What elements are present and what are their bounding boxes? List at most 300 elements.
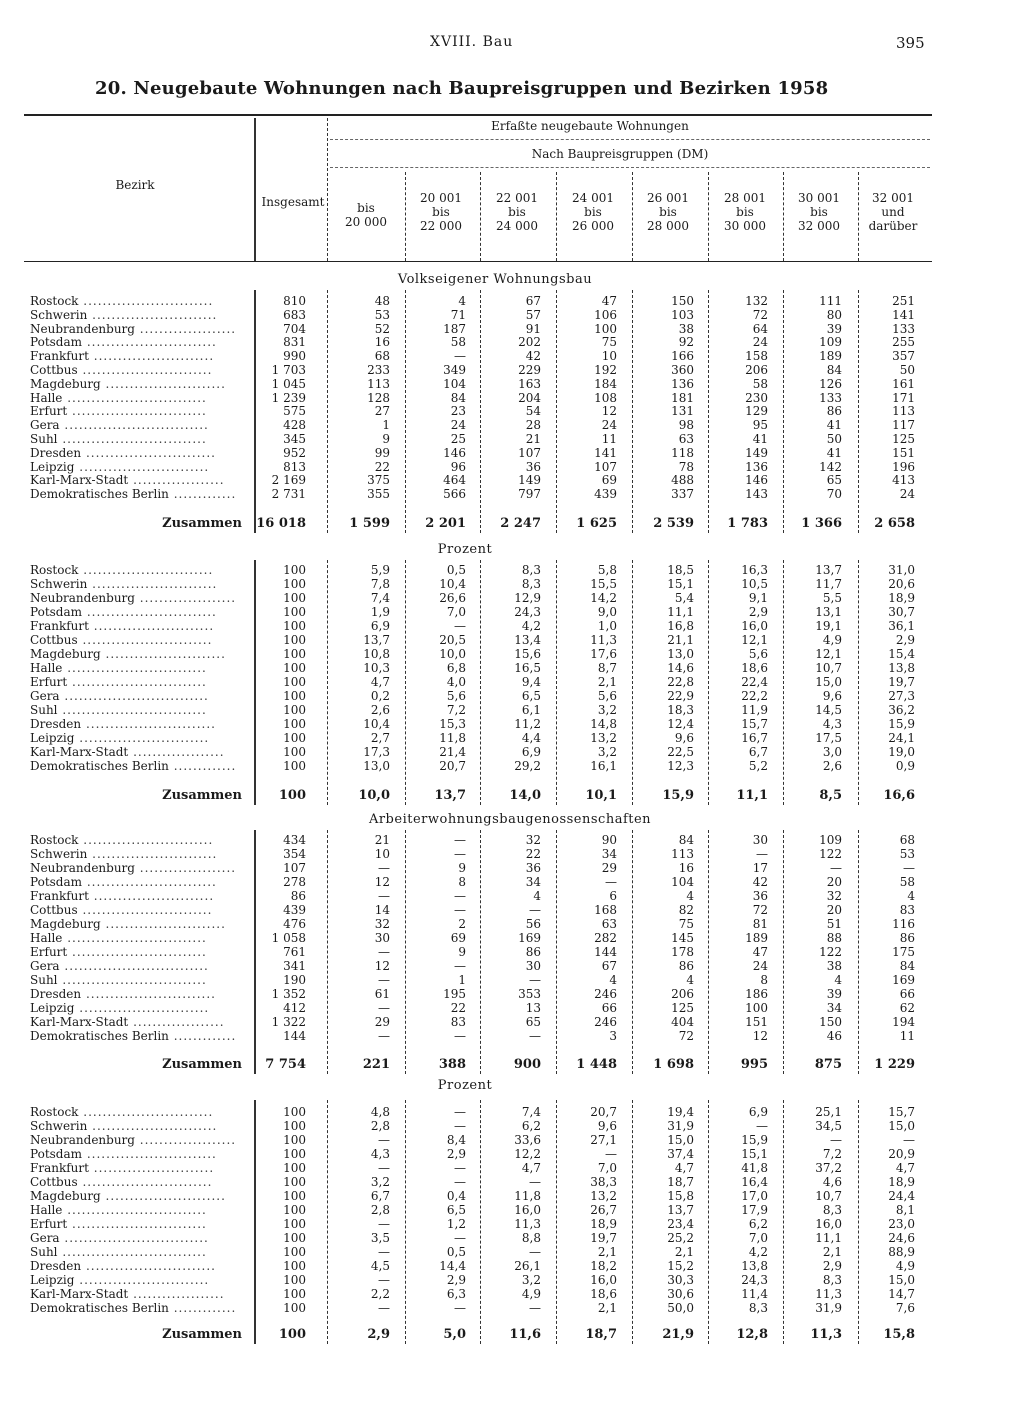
district-label: Suhl bbox=[30, 1245, 58, 1259]
leader-dots: .............................. bbox=[57, 973, 207, 987]
cell-value: 204 bbox=[518, 391, 541, 405]
cell-value: 16 bbox=[374, 335, 390, 349]
table-row bbox=[24, 404, 932, 418]
leader-dots: .................... bbox=[134, 322, 237, 336]
cell-value: 2 731 bbox=[271, 487, 306, 501]
cell-value: — bbox=[454, 1175, 466, 1189]
district-label: Neubrandenburg bbox=[30, 322, 135, 336]
cell-value: 16,8 bbox=[667, 619, 694, 633]
cell-value: 0,9 bbox=[895, 759, 915, 773]
cell-value: 16,4 bbox=[741, 1175, 768, 1189]
cell-value: 4 bbox=[533, 889, 541, 903]
leader-dots: ........................... bbox=[78, 833, 214, 847]
district-name bbox=[30, 322, 260, 336]
cell-value: 2,1 bbox=[597, 1245, 617, 1259]
cell-value: 4,3 bbox=[370, 1147, 390, 1161]
cell-value: 100 bbox=[283, 745, 306, 759]
cell-value: 166 bbox=[671, 349, 694, 363]
cell-value: 413 bbox=[892, 473, 915, 487]
cell-value: 12,3 bbox=[667, 759, 694, 773]
cell-value: 10,0 bbox=[439, 647, 466, 661]
cell-value: 11,3 bbox=[514, 1217, 541, 1231]
total-value: 1 229 bbox=[874, 1057, 915, 1072]
table-row bbox=[24, 1015, 932, 1029]
header-rule bbox=[24, 261, 932, 262]
cell-value: 71 bbox=[450, 308, 466, 322]
cell-value: 22,2 bbox=[741, 689, 768, 703]
header-separator bbox=[783, 172, 784, 261]
leader-dots: ............................. bbox=[62, 931, 207, 945]
total-value: 2 539 bbox=[653, 516, 694, 531]
cell-value: 116 bbox=[892, 917, 915, 931]
cell-value: — bbox=[378, 889, 390, 903]
cell-value: 349 bbox=[443, 363, 466, 377]
leader-dots: ........................... bbox=[77, 903, 213, 917]
district-label: Schwerin bbox=[30, 1119, 88, 1133]
leader-dots: ............. bbox=[168, 1029, 237, 1043]
cell-value: 20 bbox=[826, 903, 842, 917]
cell-value: 831 bbox=[283, 335, 306, 349]
cell-value: 100 bbox=[283, 1301, 306, 1315]
leader-dots: .............................. bbox=[57, 432, 207, 446]
table-row bbox=[24, 591, 932, 605]
cell-value: 22,5 bbox=[667, 745, 694, 759]
cell-value: 488 bbox=[671, 473, 694, 487]
cell-value: 25,1 bbox=[815, 1105, 842, 1119]
cell-value: 67 bbox=[525, 294, 541, 308]
bezirk-header: Bezirk bbox=[115, 178, 155, 192]
cell-value: 100 bbox=[283, 1119, 306, 1133]
total-value: 875 bbox=[814, 1057, 842, 1072]
cell-value: 2,1 bbox=[597, 675, 617, 689]
total-row bbox=[24, 517, 932, 531]
cell-value: 32 bbox=[525, 833, 541, 847]
leader-dots: ........................... bbox=[77, 633, 213, 647]
cell-value: 952 bbox=[283, 446, 306, 460]
cell-value: 2,2 bbox=[370, 1287, 390, 1301]
cell-value: 9 bbox=[458, 945, 466, 959]
cell-value: 8,3 bbox=[822, 1273, 842, 1287]
cell-value: 131 bbox=[671, 404, 694, 418]
cell-value: 3,2 bbox=[597, 745, 617, 759]
cell-value: 4,2 bbox=[521, 619, 541, 633]
cell-value: 16 bbox=[678, 861, 694, 875]
cell-value: 2,8 bbox=[370, 1119, 390, 1133]
cell-value: 7,6 bbox=[895, 1301, 915, 1315]
leader-dots: ............................ bbox=[67, 404, 207, 418]
cell-value: 12 bbox=[752, 1029, 768, 1043]
cell-value: 34 bbox=[525, 875, 541, 889]
cell-value: 2,6 bbox=[370, 703, 390, 717]
cell-value: 12,4 bbox=[667, 717, 694, 731]
column-header-line: 22 001 bbox=[496, 191, 538, 205]
leader-dots: ......................... bbox=[88, 1161, 215, 1175]
total-value: 16,6 bbox=[883, 788, 915, 803]
district-name bbox=[30, 1001, 260, 1015]
header-separator bbox=[480, 172, 481, 261]
table-row bbox=[24, 959, 932, 973]
cell-value: 84 bbox=[678, 833, 694, 847]
cell-value: — bbox=[830, 861, 842, 875]
cell-value: 146 bbox=[745, 473, 768, 487]
cell-value: 32 bbox=[374, 917, 390, 931]
district-name bbox=[30, 377, 260, 391]
cell-value: 86 bbox=[826, 404, 842, 418]
leader-dots: ......................... bbox=[100, 647, 226, 661]
cell-value: 129 bbox=[745, 404, 768, 418]
cell-value: 104 bbox=[443, 377, 466, 391]
column-header bbox=[481, 191, 553, 233]
district-label: Suhl bbox=[30, 432, 58, 446]
cell-value: 476 bbox=[283, 917, 306, 931]
district-label: Erfurt bbox=[30, 675, 68, 689]
cell-value: 5,6 bbox=[748, 647, 768, 661]
cell-value: 144 bbox=[283, 1029, 306, 1043]
district-name bbox=[30, 1015, 260, 1029]
district-label: Karl-Marx-Stadt bbox=[30, 473, 129, 487]
cell-value: 100 bbox=[283, 1133, 306, 1147]
total-value: 1 448 bbox=[576, 1057, 617, 1072]
column-header bbox=[405, 191, 477, 233]
cell-value: 18,7 bbox=[667, 1175, 694, 1189]
cell-value: 141 bbox=[892, 308, 915, 322]
cell-value: 184 bbox=[594, 377, 617, 391]
section-title: Prozent bbox=[437, 1078, 493, 1093]
cell-value: 122 bbox=[819, 847, 842, 861]
district-name bbox=[30, 745, 260, 759]
cell-value: 108 bbox=[594, 391, 617, 405]
cell-value: 22,8 bbox=[667, 675, 694, 689]
district-label: Potsdam bbox=[30, 875, 83, 889]
cell-value: 100 bbox=[283, 619, 306, 633]
leader-dots: ........................... bbox=[82, 605, 217, 619]
table-row bbox=[24, 1301, 932, 1315]
column-header bbox=[783, 191, 855, 233]
cell-value: 38,3 bbox=[590, 1175, 617, 1189]
cell-value: 151 bbox=[745, 1015, 768, 1029]
district-label: Dresden bbox=[30, 1259, 82, 1273]
district-label: Halle bbox=[30, 1203, 63, 1217]
district-label: Suhl bbox=[30, 703, 58, 717]
total-label: Zusammen bbox=[162, 789, 242, 803]
district-name bbox=[30, 759, 260, 773]
cell-value: 63 bbox=[601, 917, 617, 931]
cell-value: 21,4 bbox=[439, 745, 466, 759]
cell-value: 100 bbox=[283, 591, 306, 605]
cell-value: 24 bbox=[450, 418, 466, 432]
cell-value: 2,9 bbox=[446, 1147, 466, 1161]
cell-value: 107 bbox=[594, 460, 617, 474]
table-row bbox=[24, 875, 932, 889]
cell-value: 11,9 bbox=[741, 703, 768, 717]
cell-value: 15,1 bbox=[667, 577, 694, 591]
cell-value: 125 bbox=[671, 1001, 694, 1015]
leader-dots: ................... bbox=[128, 1015, 225, 1029]
cell-value: 4 bbox=[907, 889, 915, 903]
leader-dots: ............. bbox=[168, 1301, 237, 1315]
district-name bbox=[30, 731, 260, 745]
cell-value: 1 bbox=[458, 973, 466, 987]
cell-value: — bbox=[454, 619, 466, 633]
leader-dots: ........................... bbox=[81, 987, 216, 1001]
cell-value: 7,4 bbox=[521, 1105, 541, 1119]
leader-dots: ........................... bbox=[77, 1175, 213, 1189]
cell-value: 282 bbox=[594, 931, 617, 945]
cell-value: — bbox=[454, 889, 466, 903]
cell-value: 345 bbox=[283, 432, 306, 446]
cell-value: 1,2 bbox=[446, 1217, 466, 1231]
total-value: 388 bbox=[438, 1057, 466, 1072]
cell-value: 150 bbox=[819, 1015, 842, 1029]
cell-value: 202 bbox=[518, 335, 541, 349]
district-label: Neubrandenburg bbox=[30, 591, 135, 605]
cell-value: 11,3 bbox=[590, 633, 617, 647]
cell-value: 100 bbox=[283, 633, 306, 647]
total-value: 1 698 bbox=[653, 1057, 694, 1072]
column-header-line: bis bbox=[508, 205, 526, 219]
leader-dots: .............................. bbox=[59, 689, 209, 703]
district-label: Magdeburg bbox=[30, 647, 101, 661]
gruppen-rule bbox=[330, 167, 930, 168]
cell-value: 141 bbox=[594, 446, 617, 460]
cell-value: 797 bbox=[518, 487, 541, 501]
district-label: Neubrandenburg bbox=[30, 1133, 135, 1147]
table-row bbox=[24, 1133, 932, 1147]
table-row bbox=[24, 349, 932, 363]
table-row bbox=[24, 1259, 932, 1273]
cell-value: 96 bbox=[450, 460, 466, 474]
table-row bbox=[24, 446, 932, 460]
district-name bbox=[30, 487, 260, 501]
leader-dots: ............................ bbox=[67, 675, 207, 689]
district-label: Erfurt bbox=[30, 945, 68, 959]
cell-value: 12 bbox=[374, 875, 390, 889]
cell-value: 4,7 bbox=[895, 1161, 915, 1175]
cell-value: 46 bbox=[826, 1029, 842, 1043]
cell-value: 1 352 bbox=[271, 987, 306, 1001]
cell-value: 14 bbox=[374, 903, 390, 917]
cell-value: 14,5 bbox=[815, 703, 842, 717]
cell-value: 17,0 bbox=[741, 1189, 768, 1203]
total-value: 11,6 bbox=[509, 1327, 541, 1342]
table-row bbox=[24, 1147, 932, 1161]
table-row bbox=[24, 931, 932, 945]
cell-value: 151 bbox=[892, 446, 915, 460]
cell-value: 34,5 bbox=[815, 1119, 842, 1133]
cell-value: 128 bbox=[367, 391, 390, 405]
cell-value: 113 bbox=[367, 377, 390, 391]
cell-value: 13,1 bbox=[815, 605, 842, 619]
leader-dots: ......................... bbox=[100, 917, 226, 931]
cell-value: 439 bbox=[283, 903, 306, 917]
cell-value: 95 bbox=[752, 418, 768, 432]
cell-value: 36 bbox=[752, 889, 768, 903]
district-name bbox=[30, 335, 260, 349]
nach-gruppen-header: Nach Baupreisgruppen (DM) bbox=[531, 147, 709, 161]
cell-value: 7,4 bbox=[370, 591, 390, 605]
cell-value: 11,1 bbox=[667, 605, 694, 619]
district-label: Magdeburg bbox=[30, 917, 101, 931]
district-label: Demokratisches Berlin bbox=[30, 1301, 169, 1315]
table-row bbox=[24, 1231, 932, 1245]
cell-value: 86 bbox=[899, 931, 915, 945]
leader-dots: .......................... bbox=[87, 847, 218, 861]
total-value: 15,8 bbox=[883, 1327, 915, 1342]
cell-value: — bbox=[756, 847, 768, 861]
cell-value: 4,6 bbox=[822, 1175, 842, 1189]
total-label: Zusammen bbox=[162, 1058, 242, 1072]
leader-dots: ............................ bbox=[67, 945, 207, 959]
leader-dots: ........................... bbox=[82, 1147, 217, 1161]
cell-value: 100 bbox=[283, 1147, 306, 1161]
cell-value: 9,6 bbox=[822, 689, 842, 703]
total-value: 18,7 bbox=[585, 1327, 617, 1342]
cell-value: 22 bbox=[450, 1001, 466, 1015]
cell-value: 18,6 bbox=[590, 1287, 617, 1301]
district-name bbox=[30, 1175, 260, 1189]
cell-value: — bbox=[378, 1029, 390, 1043]
cell-value: 122 bbox=[819, 945, 842, 959]
cell-value: 38 bbox=[826, 959, 842, 973]
cell-value: 78 bbox=[678, 460, 694, 474]
cell-value: 14,2 bbox=[590, 591, 617, 605]
cell-value: 4,0 bbox=[446, 675, 466, 689]
leader-dots: ............................. bbox=[62, 391, 207, 405]
cell-value: 175 bbox=[892, 945, 915, 959]
district-label: Magdeburg bbox=[30, 1189, 101, 1203]
leader-dots: ............. bbox=[168, 759, 237, 773]
cell-value: 41 bbox=[752, 432, 768, 446]
leader-dots: .................... bbox=[134, 861, 237, 875]
cell-value: 16,1 bbox=[590, 759, 617, 773]
cell-value: 6 bbox=[609, 889, 617, 903]
cell-value: 27,3 bbox=[888, 689, 915, 703]
cell-value: 11,8 bbox=[439, 731, 466, 745]
cell-value: 15,0 bbox=[667, 1133, 694, 1147]
total-value: 12,8 bbox=[736, 1327, 768, 1342]
cell-value: — bbox=[605, 875, 617, 889]
cell-value: 3,0 bbox=[822, 745, 842, 759]
section-title: Volkseigener Wohnungsbau bbox=[397, 272, 593, 287]
cell-value: 18,5 bbox=[667, 563, 694, 577]
cell-value: 30 bbox=[374, 931, 390, 945]
cell-value: — bbox=[454, 847, 466, 861]
cell-value: 251 bbox=[892, 294, 915, 308]
cell-value: 5,6 bbox=[446, 689, 466, 703]
cell-value: 11,2 bbox=[514, 717, 541, 731]
district-name bbox=[30, 717, 260, 731]
running-head bbox=[0, 34, 1024, 54]
cell-value: 12 bbox=[374, 959, 390, 973]
cell-value: 15,9 bbox=[888, 717, 915, 731]
leader-dots: .............................. bbox=[57, 1245, 207, 1259]
cell-value: 54 bbox=[525, 404, 541, 418]
cell-value: 72 bbox=[678, 1029, 694, 1043]
cell-value: 90 bbox=[601, 833, 617, 847]
cell-value: 100 bbox=[283, 689, 306, 703]
cell-value: — bbox=[454, 833, 466, 847]
district-name bbox=[30, 917, 260, 931]
cell-value: 84 bbox=[826, 363, 842, 377]
cell-value: 100 bbox=[283, 577, 306, 591]
district-label: Leipzig bbox=[30, 731, 75, 745]
cell-value: 142 bbox=[819, 460, 842, 474]
cell-value: 8,3 bbox=[748, 1301, 768, 1315]
district-label: Leipzig bbox=[30, 1001, 75, 1015]
cell-value: 24,6 bbox=[888, 1231, 915, 1245]
cell-value: 4,8 bbox=[370, 1105, 390, 1119]
cell-value: 4,9 bbox=[895, 1259, 915, 1273]
cell-value: 100 bbox=[283, 661, 306, 675]
cell-value: 24,3 bbox=[741, 1273, 768, 1287]
district-name bbox=[30, 1189, 260, 1203]
column-header-line: 26 001 bbox=[647, 191, 689, 205]
table-row bbox=[24, 731, 932, 745]
cell-value: 19,0 bbox=[888, 745, 915, 759]
district-label: Magdeburg bbox=[30, 377, 101, 391]
cell-value: 7,2 bbox=[446, 703, 466, 717]
cell-value: 26,1 bbox=[514, 1259, 541, 1273]
cell-value: 100 bbox=[283, 1175, 306, 1189]
table-row bbox=[24, 945, 932, 959]
cell-value: 6,5 bbox=[446, 1203, 466, 1217]
cell-value: 22 bbox=[525, 847, 541, 861]
district-label: Karl-Marx-Stadt bbox=[30, 1015, 129, 1029]
cell-value: 1 322 bbox=[271, 1015, 306, 1029]
cell-value: 196 bbox=[892, 460, 915, 474]
table-row bbox=[24, 363, 932, 377]
leader-dots: ........................... bbox=[81, 1259, 216, 1273]
district-name bbox=[30, 833, 260, 847]
cell-value: 18,9 bbox=[888, 1175, 915, 1189]
table-row bbox=[24, 987, 932, 1001]
cell-value: 27,1 bbox=[590, 1133, 617, 1147]
column-header-line: 30 000 bbox=[724, 219, 766, 233]
cell-value: 181 bbox=[671, 391, 694, 405]
cell-value: 3,2 bbox=[597, 703, 617, 717]
leader-dots: ........................... bbox=[81, 717, 216, 731]
cell-value: 100 bbox=[283, 563, 306, 577]
district-name bbox=[30, 1203, 260, 1217]
cell-value: 50,0 bbox=[667, 1301, 694, 1315]
table-row bbox=[24, 1217, 932, 1231]
cell-value: 4,7 bbox=[370, 675, 390, 689]
district-label: Gera bbox=[30, 1231, 60, 1245]
cell-value: 13,7 bbox=[667, 1203, 694, 1217]
table-row bbox=[24, 661, 932, 675]
cell-value: 4,9 bbox=[822, 633, 842, 647]
total-value: 1 625 bbox=[576, 516, 617, 531]
cell-value: 187 bbox=[443, 322, 466, 336]
cell-value: 52 bbox=[374, 322, 390, 336]
cell-value: 106 bbox=[594, 308, 617, 322]
cell-value: 11,7 bbox=[815, 577, 842, 591]
cell-value: 100 bbox=[283, 647, 306, 661]
total-value: 2 658 bbox=[874, 516, 915, 531]
district-name bbox=[30, 418, 260, 432]
district-name bbox=[30, 647, 260, 661]
cell-value: 434 bbox=[283, 833, 306, 847]
district-label: Frankfurt bbox=[30, 349, 89, 363]
cell-value: 22,4 bbox=[741, 675, 768, 689]
cell-value: 6,9 bbox=[748, 1105, 768, 1119]
table-row bbox=[24, 487, 932, 501]
cell-value: 10,5 bbox=[741, 577, 768, 591]
cell-value: 169 bbox=[518, 931, 541, 945]
cell-value: 9,6 bbox=[674, 731, 694, 745]
cell-value: 88,9 bbox=[888, 1245, 915, 1259]
cell-value: — bbox=[454, 1119, 466, 1133]
